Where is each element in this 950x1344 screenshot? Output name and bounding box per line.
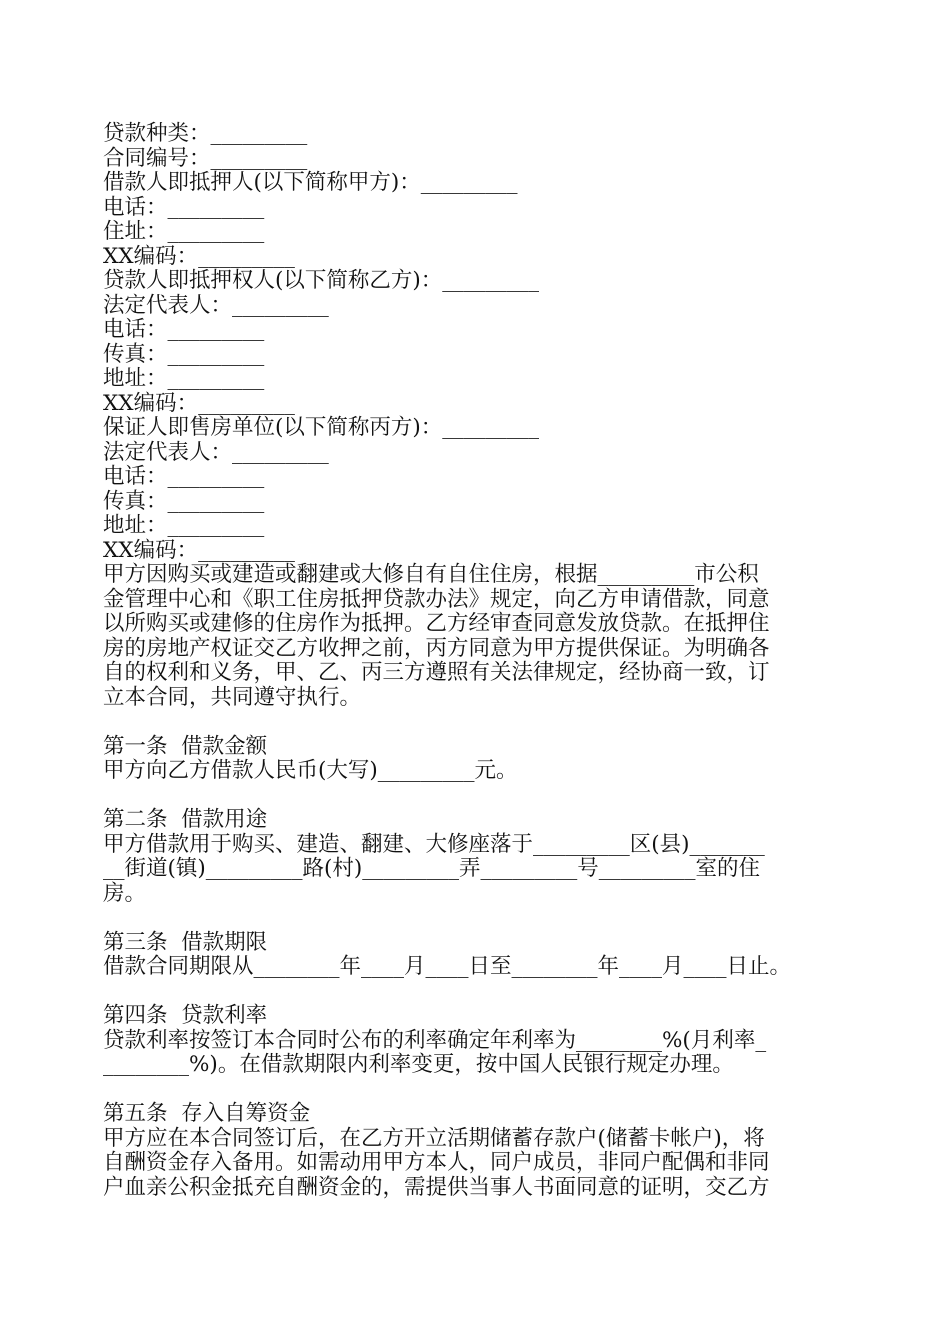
field-lender-representative: 法定代表人：_________ bbox=[103, 292, 329, 318]
intro-line: 房的房地产权证交乙方收押之前，丙方同意为甲方提供保证。为明确各 bbox=[103, 635, 770, 661]
article-5 bbox=[103, 1102, 851, 1200]
header-fields bbox=[103, 122, 851, 563]
intro-line: 立本合同，共同遵守执行。 bbox=[103, 684, 362, 710]
spacer bbox=[103, 710, 851, 735]
field-guarantor: 保证人即售房单位(以下简称丙方)：_________ bbox=[103, 415, 540, 440]
article-line: 甲方应在本合同签订后，在乙方开立活期储蓄存款户(储蓄卡帐户)，将 bbox=[103, 1125, 765, 1151]
field-lender: 贷款人即抵押权人(以下简称乙方)：_________ bbox=[103, 268, 540, 293]
field-lender-phone: 电话：_________ bbox=[103, 317, 265, 342]
spacer bbox=[103, 980, 851, 1005]
article-line: 房。 bbox=[103, 880, 147, 906]
field-borrower: 借款人即抵押人(以下简称甲方)：_________ bbox=[103, 170, 518, 195]
field-guarantor-representative: 法定代表人：_________ bbox=[103, 439, 329, 465]
article-line: 户血亲公积金抵充自酬资金的，需提供当事人书面同意的证明，交乙方 bbox=[103, 1174, 770, 1200]
spacer bbox=[103, 784, 851, 809]
article-1 bbox=[103, 735, 851, 784]
spacer bbox=[103, 906, 851, 931]
intro-line: 甲方因购买或建造或翻建或大修自有自住住房，根据_________市公积 bbox=[103, 562, 759, 587]
article-line: 自酬资金存入备用。如需动用甲方本人，同户成员，非同户配偶和非同 bbox=[103, 1150, 770, 1175]
intro-line: 自的权利和义务，甲、乙、丙三方遵照有关法律规定，经协商一致，订 bbox=[103, 660, 770, 685]
intro-line: 以所购买或建修的住房作为抵押。乙方经审查同意发放贷款。在抵押住 bbox=[103, 611, 770, 636]
article-title: 第四条 贷款利率 bbox=[103, 1003, 268, 1028]
field-borrower-address: 住址：_________ bbox=[103, 219, 265, 244]
article-line: 甲方借款用于购买、建造、翻建、大修座落于_________区(县)_______ bbox=[103, 831, 765, 857]
contract-document bbox=[103, 122, 851, 1200]
field-guarantor-fax: 传真：_________ bbox=[103, 488, 265, 514]
spacer bbox=[103, 1078, 851, 1103]
field-lender-fax: 传真：_________ bbox=[103, 341, 265, 367]
field-guarantor-postcode: XX编码：_________ bbox=[103, 537, 295, 563]
intro-paragraph bbox=[103, 563, 851, 710]
article-title: 第三条 借款期限 bbox=[103, 929, 268, 955]
field-guarantor-address: 地址：_________ bbox=[103, 513, 265, 538]
article-line: 借款合同期限从________年____月____日至________年____月____日止。 bbox=[103, 954, 792, 979]
field-borrower-phone: 电话：_________ bbox=[103, 194, 265, 220]
field-contract-number: 合同编号：_________ bbox=[103, 145, 308, 171]
field-guarantor-phone: 电话：_________ bbox=[103, 464, 265, 489]
field-lender-postcode: XX编码：_________ bbox=[103, 390, 295, 416]
article-2 bbox=[103, 808, 851, 906]
article-4 bbox=[103, 1004, 851, 1078]
field-borrower-postcode: XX编码：_________ bbox=[103, 243, 295, 269]
field-loan-type: 贷款种类：_________ bbox=[103, 121, 308, 146]
field-lender-address: 地址：_________ bbox=[103, 366, 265, 391]
intro-line: 金管理中心和《职工住房抵押贷款办法》规定，向乙方申请借款，同意 bbox=[103, 586, 770, 612]
article-3 bbox=[103, 931, 851, 980]
article-line: ________%)。在借款期限内利率变更，按中国人民银行规定办理。 bbox=[103, 1052, 734, 1077]
article-line: 贷款利率按签订本合同时公布的利率确定年利率为________%(月利率_ bbox=[103, 1027, 767, 1053]
article-line: 甲方向乙方借款人民币(大写)_________元。 bbox=[103, 758, 518, 783]
article-title: 第二条 借款用途 bbox=[103, 807, 268, 832]
article-title: 第一条 借款金额 bbox=[103, 733, 268, 759]
article-line: __街道(镇)_________路(村)_________弄_________号_________室的住 bbox=[103, 856, 761, 881]
article-title: 第五条 存入自筹资金 bbox=[103, 1101, 311, 1126]
